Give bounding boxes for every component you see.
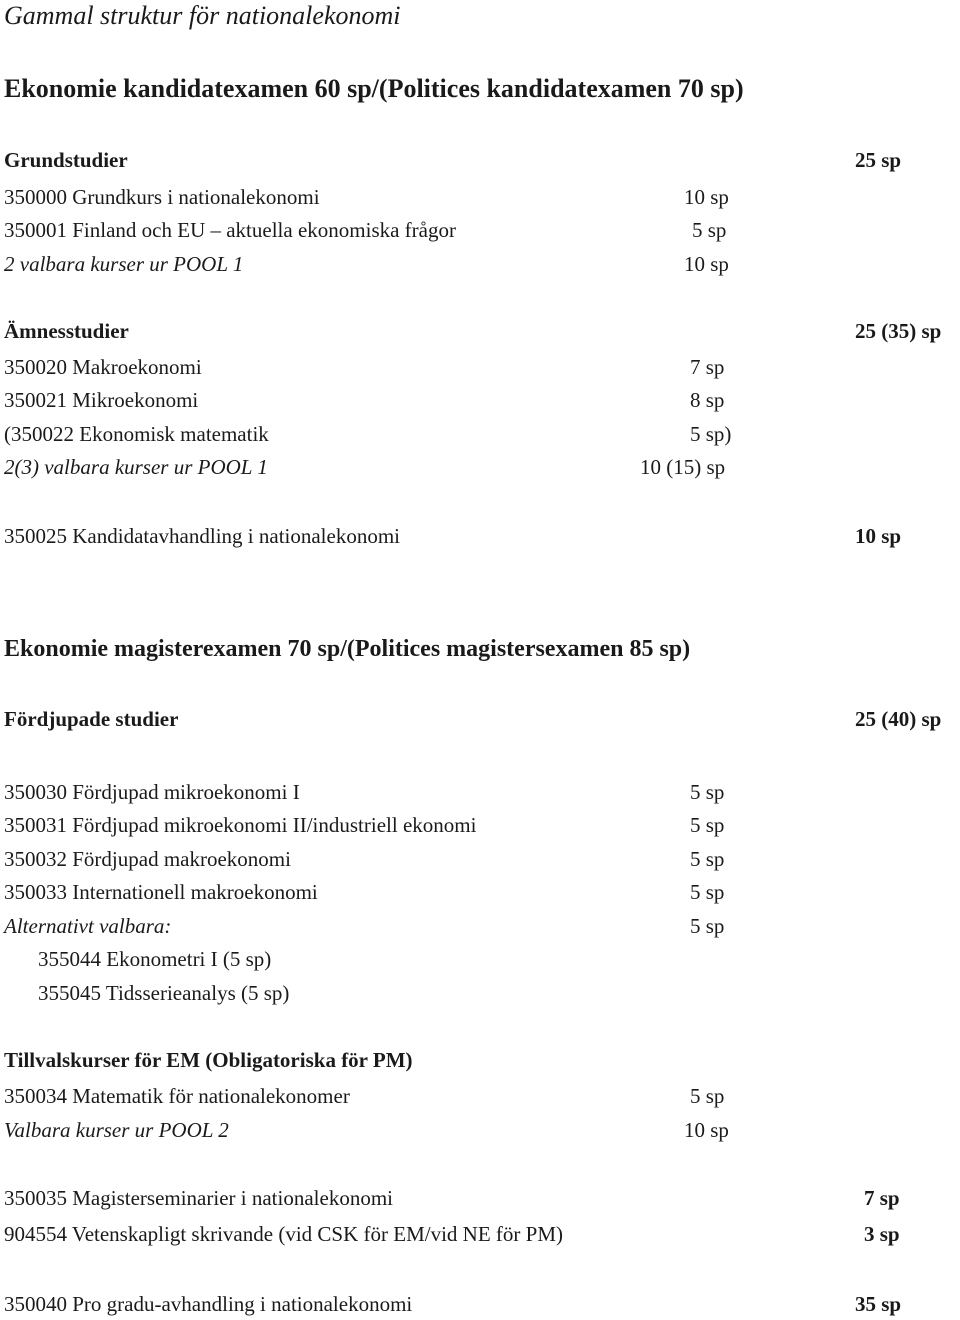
course-credits: 5 sp <box>690 1084 725 1108</box>
course-credits: 5 sp <box>690 813 725 837</box>
course-name: 350001 Finland och EU – aktuella ekonomiska frågor <box>4 218 456 242</box>
alternatives-label: Alternativt valbara: <box>4 914 172 938</box>
kandidat-thesis-name: 350025 Kandidatavhandling i nationalekonomi <box>4 524 401 548</box>
fordjupade-total: 25 (40) sp <box>855 707 942 731</box>
kandidat-thesis-total: 10 sp <box>855 524 902 548</box>
course-name: 350034 Matematik för nationalekonomer <box>4 1084 350 1108</box>
course-name: 350030 Fördjupad mikroekonomi I <box>4 780 300 804</box>
course-credits: 10 sp <box>684 1118 729 1142</box>
course-credits: 5 sp <box>690 780 725 804</box>
course-credits: 5 sp <box>690 880 725 904</box>
course-name: (350022 Ekonomisk matematik <box>4 422 269 446</box>
grundstudier-total: 25 sp <box>855 148 902 172</box>
course-name: 350021 Mikroekonomi <box>4 388 199 412</box>
magister-thesis-name: 350040 Pro gradu-avhandling i nationalekonomi <box>4 1292 413 1316</box>
fordjupade-label: Fördjupade studier <box>4 707 179 731</box>
course-credits: 5 sp <box>690 847 725 871</box>
course-name: 350000 Grundkurs i nationalekonomi <box>4 185 320 209</box>
course-name: 350020 Makroekonomi <box>4 355 202 379</box>
tillval-label: Tillvalskurser för EM (Obligatoriska för PM) <box>4 1048 413 1072</box>
kandidat-heading: Ekonomie kandidatexamen 60 sp/(Politices kandidatexamen 70 sp) <box>4 74 744 103</box>
course-name: Valbara kurser ur POOL 2 <box>4 1118 229 1142</box>
course-credits: 10 sp <box>684 252 729 276</box>
course-credits: 5 sp) <box>690 422 732 446</box>
course-credits: 3 sp <box>864 1222 900 1246</box>
amnesstudier-label: Ämnesstudier <box>4 319 129 343</box>
course-name: 2(3) valbara kurser ur POOL 1 <box>4 455 268 479</box>
grundstudier-label: Grundstudier <box>4 148 128 172</box>
amnesstudier-total: 25 (35) sp <box>855 319 942 343</box>
magister-heading: Ekonomie magisterexamen 70 sp/(Politices magistersexamen 85 sp) <box>4 636 691 662</box>
page-title: Gammal struktur för nationalekonomi <box>4 1 401 30</box>
course-name: 350035 Magisterseminarier i nationalekonomi <box>4 1186 393 1210</box>
alternative-course: 355044 Ekonometri I (5 sp) <box>38 947 272 971</box>
course-credits: 10 sp <box>684 185 729 209</box>
course-credits: 7 sp <box>864 1186 900 1210</box>
course-credits: 8 sp <box>690 388 725 412</box>
course-name: 350033 Internationell makroekonomi <box>4 880 318 904</box>
course-credits: 10 (15) sp <box>640 455 726 479</box>
alternative-course: 355045 Tidsserieanalys (5 sp) <box>38 981 290 1005</box>
course-name: 350031 Fördjupad mikroekonomi II/industriell ekonomi <box>4 813 477 837</box>
course-name: 904554 Vetenskapligt skrivande (vid CSK för EM/vid NE för PM) <box>4 1222 563 1246</box>
magister-thesis-credits: 35 sp <box>855 1292 902 1316</box>
course-credits: 7 sp <box>690 355 725 379</box>
course-name: 350032 Fördjupad makroekonomi <box>4 847 291 871</box>
course-credits: 5 sp <box>690 914 725 938</box>
course-credits: 5 sp <box>692 218 727 242</box>
course-name: 2 valbara kurser ur POOL 1 <box>4 252 244 276</box>
